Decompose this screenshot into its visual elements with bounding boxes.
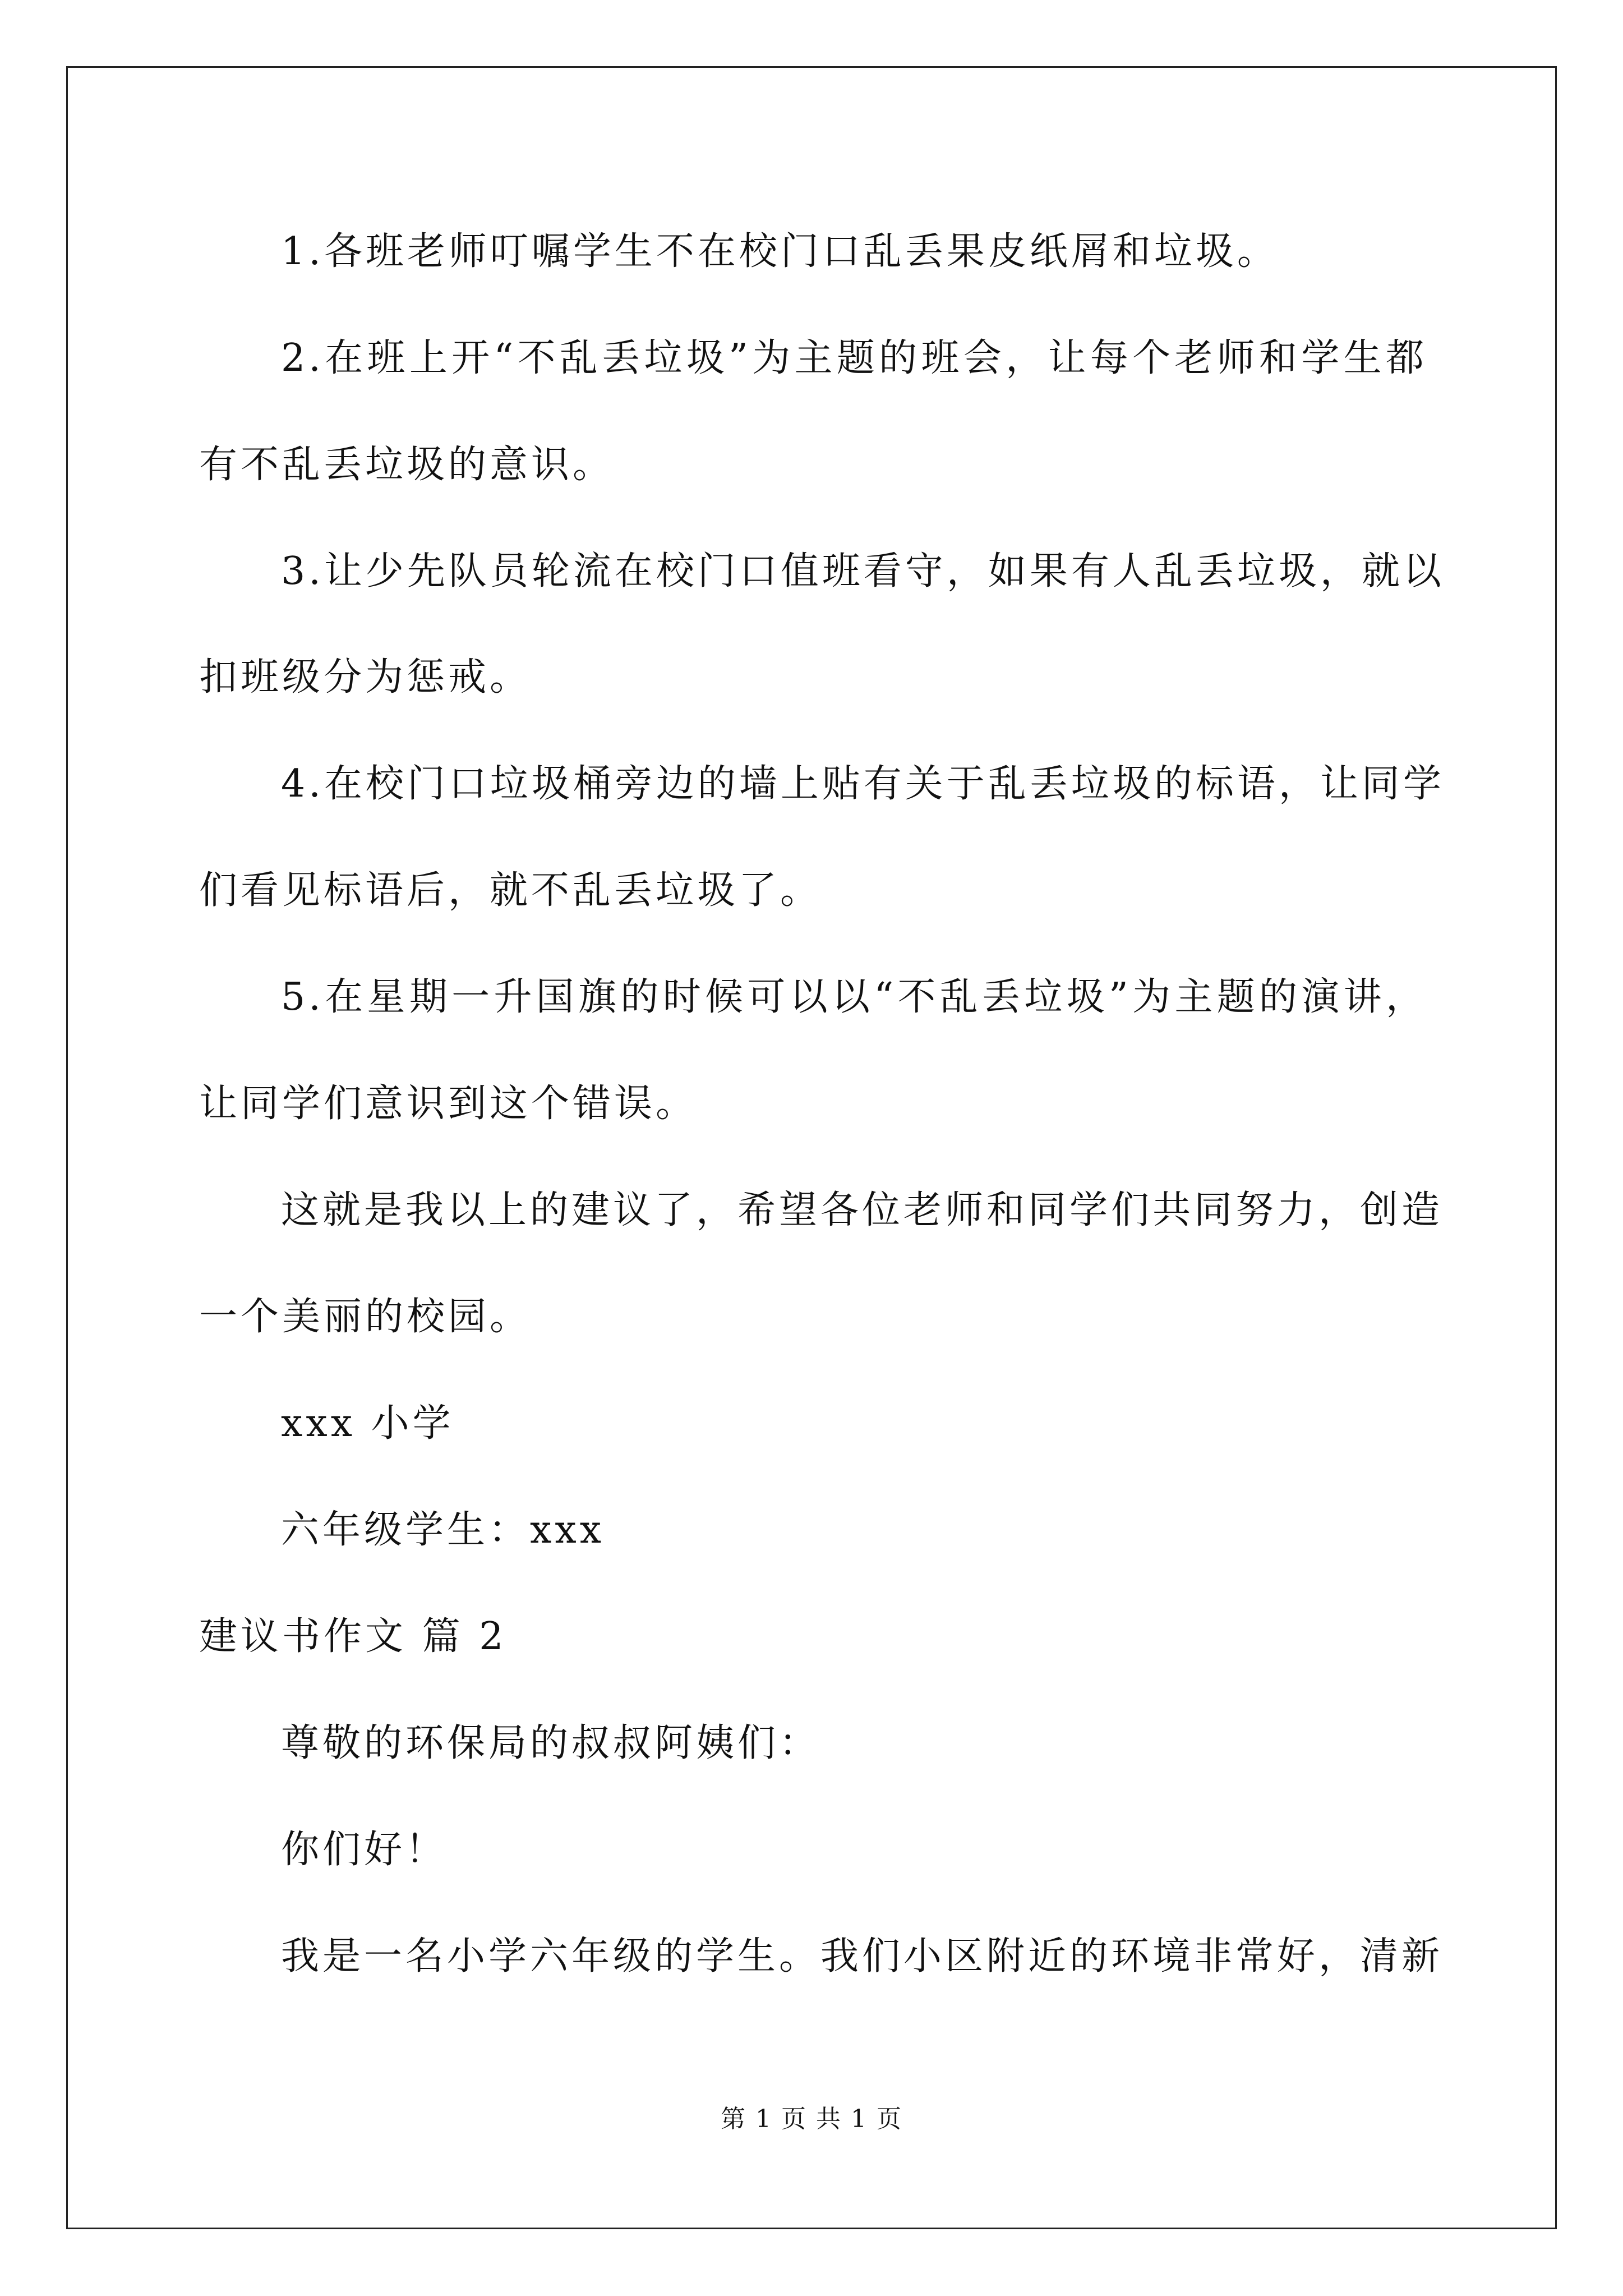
- list-item-3-line-1: 3.让少先队员轮流在校门口值班看守，如果有人乱丢垃圾，就以: [281, 549, 1445, 593]
- section-heading: 建议书作文 篇 2: [199, 1614, 507, 1659]
- signature-student: 六年级学生：xxx: [281, 1508, 605, 1552]
- page-footer: 第 1 页 共 1 页: [721, 2105, 902, 2133]
- list-item-2-line-2: 有不乱丢垃圾的意识。: [199, 443, 615, 487]
- salutation: 尊敬的环保局的叔叔阿姨们：: [281, 1721, 821, 1765]
- greeting: 你们好！: [281, 1828, 448, 1872]
- signature-school: xxx 小学: [281, 1401, 454, 1446]
- list-item-5-line-1: 5.在星期一升国旗的时候可以以“不乱丢垃圾”为主题的演讲，: [281, 975, 1427, 1019]
- list-item-2-line-1: 2.在班上开“不乱丢垃圾”为主题的班会，让每个老师和学生都: [281, 336, 1427, 380]
- closing-paragraph-line-2: 一个美丽的校园。: [199, 1295, 532, 1339]
- list-item-4-line-2: 们看见标语后，就不乱丢垃圾了。: [199, 868, 822, 913]
- list-item-4-line-1: 4.在校门口垃圾桶旁边的墙上贴有关于乱丢垃圾的标语，让同学: [281, 762, 1445, 806]
- page-border: [66, 66, 1557, 2229]
- list-item-5-line-2: 让同学们意识到这个错误。: [199, 1082, 698, 1126]
- closing-paragraph-line-1: 这就是我以上的建议了，希望各位老师和同学们共同努力，创造: [281, 1188, 1444, 1232]
- body-paragraph-line-1: 我是一名小学六年级的学生。我们小区附近的环境非常好，清新: [281, 1934, 1444, 1978]
- list-item-1: 1.各班老师叮嘱学生不在校门口乱丢果皮纸屑和垃圾。: [281, 229, 1279, 274]
- list-item-3-line-2: 扣班级分为惩戒。: [199, 655, 532, 700]
